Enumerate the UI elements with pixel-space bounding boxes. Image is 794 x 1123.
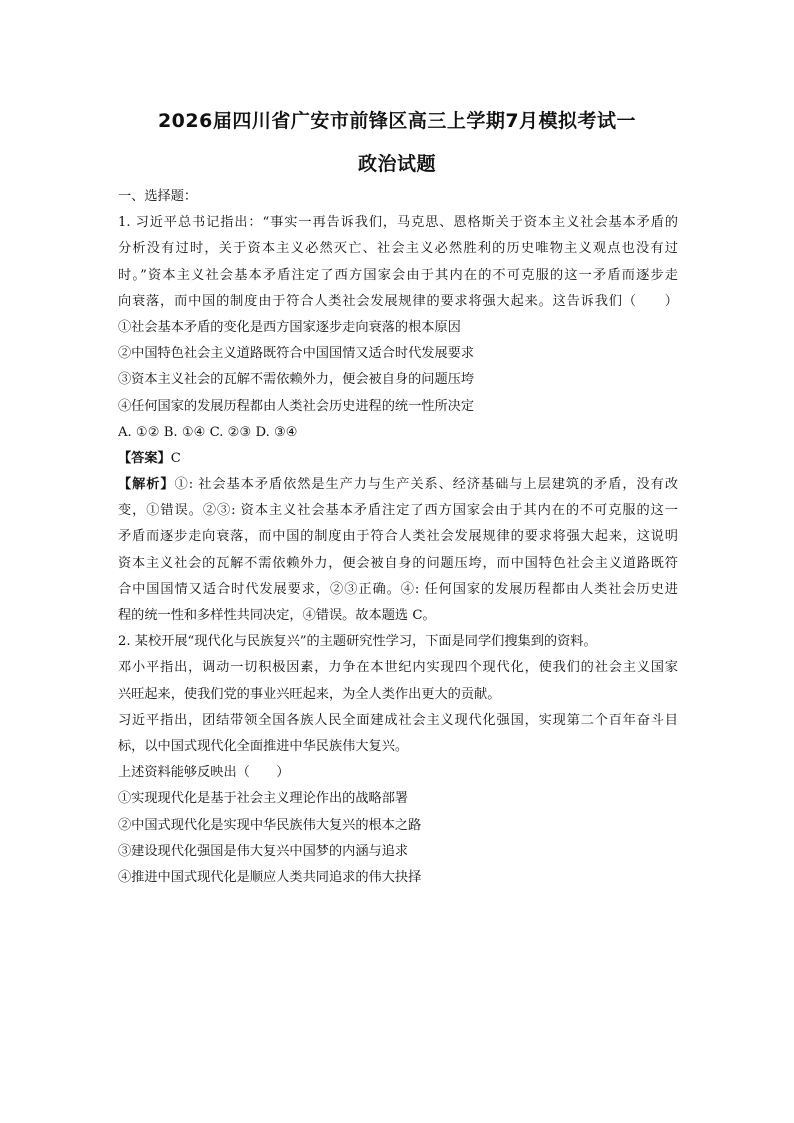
q1-option: ③资本主义社会的瓦解不需依赖外力，便会被自身的问题压垮 — [118, 372, 475, 388]
exam-content — [118, 184, 678, 891]
q1-stem-line: 分析没有过时，关于资本主义必然灭亡、社会主义必然胜利的历史唯物主义观点也没有过 — [118, 241, 678, 257]
exam-title: 2026届四川省广安市前锋区高三上学期7月模拟考试一 — [157, 110, 637, 132]
q2-option: ④推进中国式现代化是顺应人类共同追求的伟大抉择 — [118, 869, 422, 885]
q2-quote2-line: 标，以中国式现代化全面推进中华民族伟大复兴。 — [118, 738, 409, 754]
q2-option: ①实现现代化是基于社会主义理论作出的战略部署 — [118, 791, 409, 807]
q1-option: ④任何国家的发展历程都由人类社会历史进程的统一性所决定 — [118, 398, 475, 414]
answer-value: C — [170, 450, 181, 466]
q1-stem-line: 向衰落，而中国的制度由于符合人类社会发展规律的要求将强大起来。这告诉我们（ ） — [118, 293, 678, 309]
q1-analysis-line: 资本主义社会的瓦解不需依赖外力，便会被自身的问题压垮，而中国特色社会主义道路既符 — [118, 555, 678, 571]
q1-option: ②中国特色社会主义道路既符合中国国情又适合时代发展要求 — [118, 346, 475, 362]
answer-label: 【答案】 — [118, 450, 171, 466]
q2-intro: 2. 某校开展“现代化与民族复兴”的主题研究性学习，下面是同学们搜集到的资料。 — [118, 634, 597, 650]
q1-analysis-line — [118, 472, 678, 498]
q1-analysis-line: 合中国国情又适合时代发展要求，②③正确。④: 任何国家的发展历程都由人类社会历史进 — [118, 581, 678, 597]
q1-analysis-line: 变，①错误。②③: 资本主义社会基本矛盾注定了西方国家会由于其内在的不可克服的这一 — [118, 503, 678, 519]
section-heading: 一、选择题： — [118, 189, 198, 204]
q2-option: ②中国式现代化是实现中华民族伟大复兴的根本之路 — [118, 817, 422, 833]
q2-quote1-line: 兴旺起来，使我们党的事业兴旺起来，为全人类作出更大的贡献。 — [118, 686, 501, 702]
q2-quote2-line: 习近平指出，团结带领全国各族人民全面建成社会主义现代化强国，实现第二个百年奋斗目 — [118, 712, 678, 728]
q1-answer — [118, 446, 678, 472]
exam-subtitle: 政治试题 — [357, 153, 436, 175]
q1-option: ①社会基本矛盾的变化是西方国家逐步走向衰落的根本原因 — [118, 319, 461, 335]
q1-stem-line: 时。”资本主义社会基本矛盾注定了西方国家会由于其内在的不可克服的这一矛盾而逐步走 — [118, 267, 678, 283]
q2-quote1-line: 邓小平指出，调动一切积极因素，力争在本世纪内实现四个现代化，使我们的社会主义国家 — [118, 660, 678, 676]
q2-stem: 上述资料能够反映出（ ） — [118, 765, 290, 781]
q1-choices: A. ①② B. ①④ C. ②③ D. ③④ — [118, 424, 298, 440]
q1-analysis-line: 矛盾而逐步走向衰落，而中国的制度由于符合人类社会发展规律的要求将强大起来，这说明 — [118, 529, 678, 545]
q1-stem-line: 1. 习近平总书记指出：“事实一再告诉我们，马克思、恩格斯关于资本主义社会基本矛盾的 — [118, 215, 678, 231]
q2-option: ③建设现代化强国是伟大复兴中国梦的内涵与追求 — [118, 843, 409, 859]
analysis-label: 【解析】 — [118, 477, 175, 493]
q1-analysis-line: 程的统一性和多样性共同决定，④错误。故本题选 C。 — [118, 608, 436, 623]
analysis-text: ①: 社会基本矛盾依然是生产力与生产关系、经济基础与上层建筑的矛盾，没有改 — [174, 477, 678, 493]
